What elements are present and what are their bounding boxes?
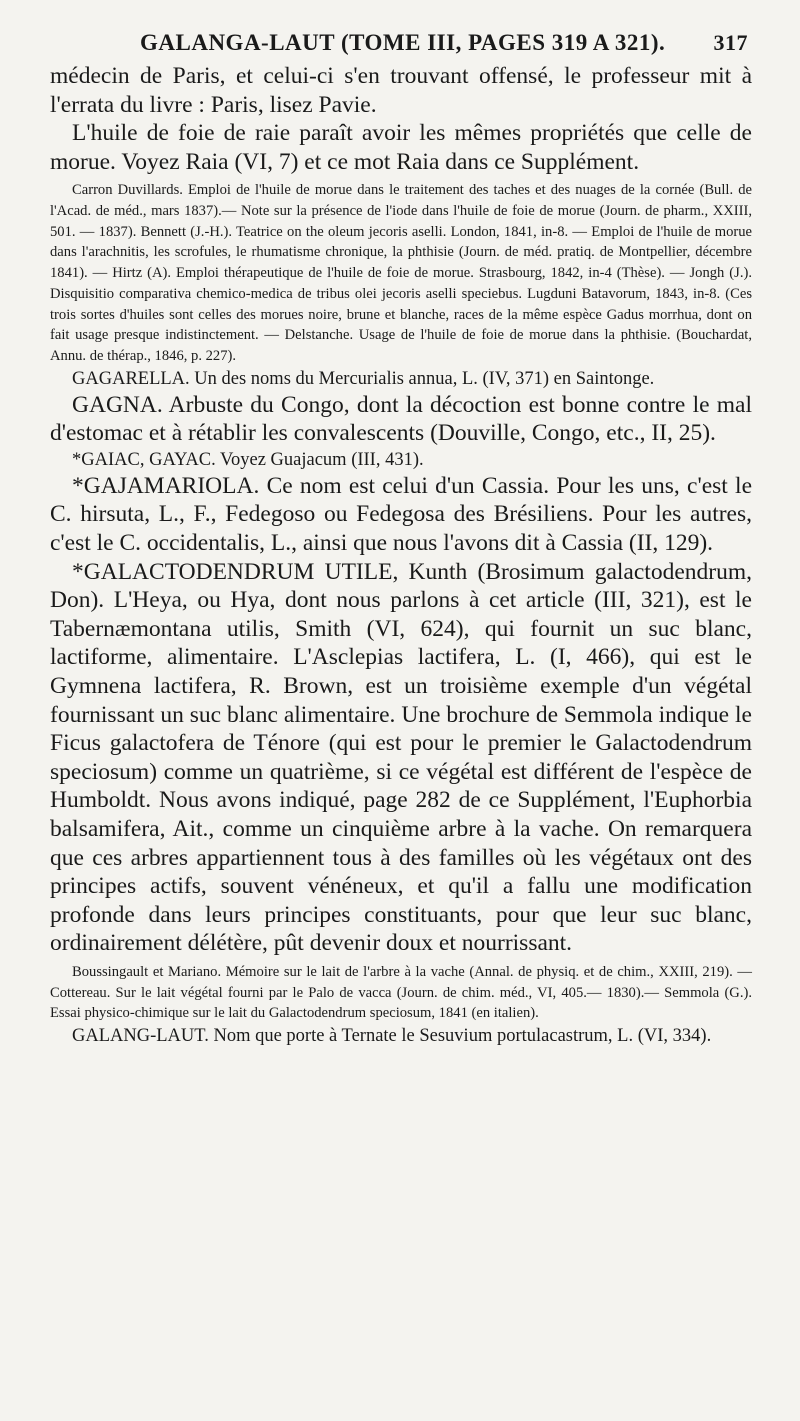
running-header (50, 30, 752, 56)
page-number: 317 (713, 30, 748, 55)
entry-galang-laut: GALANG-LAUT. Nom que porte à Ternate le Sesuvium portulacastrum, L. (VI, 334). (72, 1026, 712, 1047)
bibliography-cod-liver-oil: Carron Duvillards. Emploi de l'huile de morue dans le traitement des taches et des nuages de la cornée (Bull. de l'Acad. de méd., mars 1837).— Note sur la présence de l'iode dans l'huile de foie de morue (Journ. de pharm., XXIII, 501. — 1837). Bennett (J.-H.). Teatrice on the oleum jecoris aselli. London, 1841, in-8. — Emploi de l'huile de morue dans l'arachnitis, les scrofules, le rhumatisme chronique, la phthisie (Journ. de méd. pratiq. de Montpellier, décembre 1841). — Hirtz (A). Emploi thérapeutique de l'huile de foie de morue. Strasbourg, 1842, in-4 (Thèse). — Jongh (J.). Disquisitio comparativa chemico-medica de tribus olei jecoris aselli speciebus. Lugduni Batavorum, 1843, in-8. (Ces trois sortes d'huiles sont celles des morues noire, brune et blanche, races de la même espèce Gadus morrhua, dont on fait usage presque indistinctement. — Delstanche. Usage de l'huile de foie de morue dans la phthisie. (Bouchardat, Annu. de thérap., 1846, p. 227). (50, 182, 752, 364)
paragraph-raia-oil: L'huile de foie de raie paraît avoir les mêmes propriétés que celle de morue. Voyez Raia (VI, 7) et ce mot Raia dans ce Supplément. (50, 120, 752, 175)
entry-gajamariola: *GAJAMARIOLA. Ce nom est celui d'un Cassia. Pour les uns, c'est le C. hirsuta, L., F., Fedegoso ou Fedegosa des Brésiliens. Pour les autres, c'est le C. occidentalis, L., ainsi que nous l'avons dit à Cassia (II, 129). (50, 472, 752, 557)
paragraph-paris-errata: médecin de Paris, et celui-ci s'en trouvant offensé, le professeur mit à l'errata du livre : Paris, lisez Pavie. (50, 63, 752, 118)
entry-gaiac: *GAIAC, GAYAC. Voyez Guajacum (III, 431). (72, 449, 424, 470)
running-title: GALANGA-LAUT (TOME III, PAGES 319 A 321). (140, 30, 666, 55)
entry-galactodendrum: *GALACTODENDRUM UTILE, Kunth (Brosimum galactodendrum, Don). L'Heya, ou Hya, dont nous parlons à cet article (III, 321), est le Tabernæmontana utilis, Smith (VI, 624), qui fournit un suc blanc, lactiforme, alimentaire. L'Asclepias lactifera, L. (I, 466), qui est le Gymnena lactifera, R. Brown, est un troisième exemple d'un végétal fournissant un suc blanc alimentaire. Une brochure de Semmola indique le Ficus galactofera de Ténore (qui est pour le premier le Galactodendrum speciosum) comme un quatrième, si ce végétal est différent de l'espèce de Humboldt. Nous avons indiqué, page 282 de ce Supplément, l'Euphorbia balsamifera, Ait., comme un cinquième arbre à la vache. On remarquera que ces arbres appartiennent tous à des familles où les végétaux ont des principes actifs, souvent vénéneux, et qu'il a fallu une modification profonde dans leurs principes constituants, pour que leur suc blanc, ordinairement délétère, pût devenir doux et nourrissant. (50, 558, 752, 957)
entry-gagna: GAGNA. Arbuste du Congo, dont la décoction est bonne contre le mal d'estomac et à rétablir les convalescents (Douville, Congo, etc., II, 25). (50, 391, 752, 447)
entry-gagarella: GAGARELLA. Un des noms du Mercurialis annua, L. (IV, 371) en Saintonge. (72, 368, 655, 389)
bibliography-galactodendrum: Boussingault et Mariano. Mémoire sur le lait de l'arbre à la vache (Annal. de physiq. et de chim., XXIII, 219). — Cottereau. Sur le lait végétal fourni par le Palo de vacca (Journ. de chim. méd., VI, 405.— 1830).— Semmola (G.). Essai physico-chimique sur le lait du Galactodendrum speciosum, 1841 (en italien). (50, 963, 752, 1022)
